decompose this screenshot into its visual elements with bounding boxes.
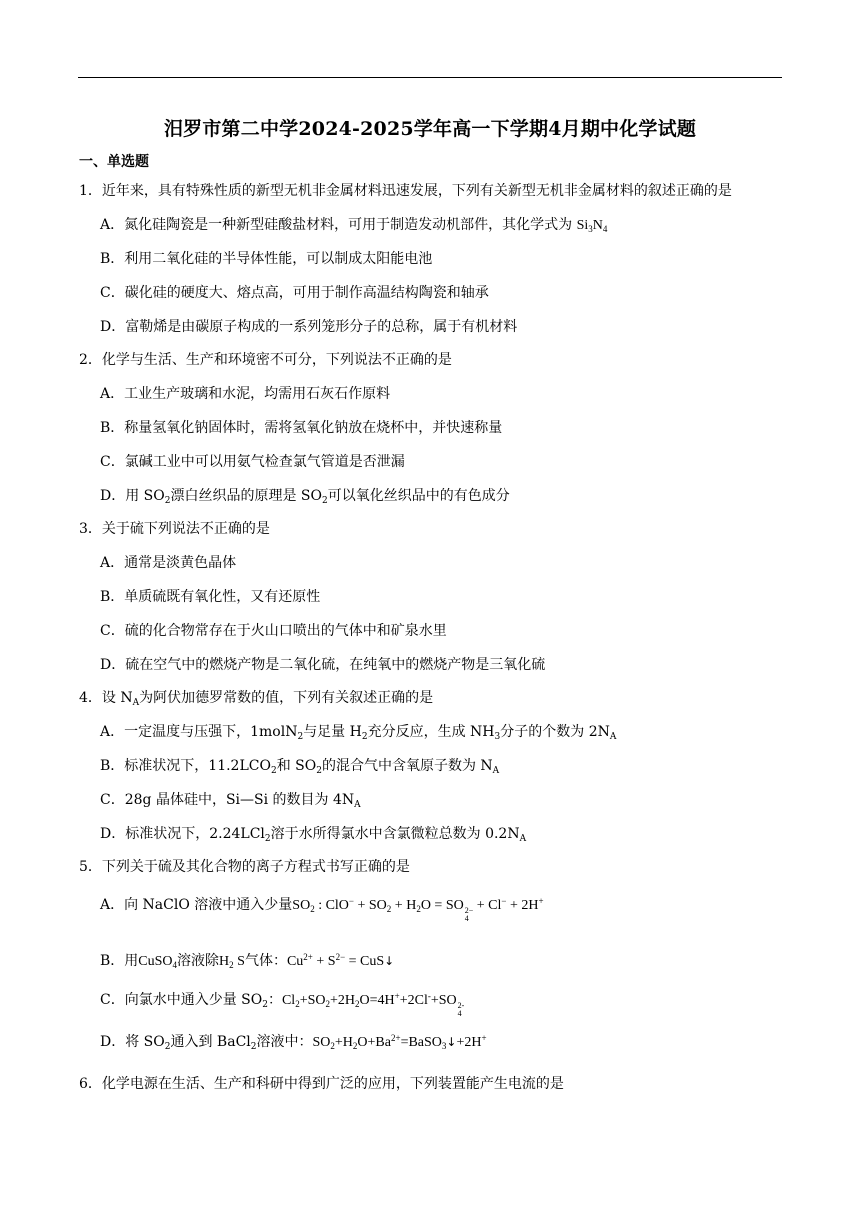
question-3-option-b[interactable]: B．单质硫既有氧化性，又有还原性 — [100, 589, 321, 605]
question-3-stem: 3．关于硫下列说法不正确的是 — [79, 521, 270, 537]
question-3-option-c[interactable]: C．硫的化合物常存在于火山口喷出的气体中和矿泉水里 — [100, 623, 447, 639]
question-5-option-b[interactable]: B．用CuSO$_4$溶液除$H_2$ S气体：$Cu^{2+} + S^{2-}$ = CuS↓ — [100, 952, 395, 970]
question-4-option-c[interactable]: C．28g 晶体硅中，Si—Si 的数目为 $4N_A$ — [100, 792, 361, 810]
question-5-option-c[interactable]: C．向氯水中通入少量 $SO_2$：$Cl_2+SO_2+2H_2O=4H^++2Cl^-+SO$ 2- 4 — [100, 991, 465, 1018]
page-title: 汨罗市第二中学2024-2025学年高一下学期4月期中化学试题 — [163, 118, 697, 140]
equation-5c: $Cl_2+SO_2+2H_2O=4H^++2Cl^-+SO$ 2- 4 — [281, 991, 465, 1018]
section-heading: 一、单选题 — [79, 154, 149, 170]
question-5-option-d[interactable]: D．将 $SO_2$通入到 BaCl$_2$溶液中：$SO_2+H_2O+Ba^{2+}=BaSO_3↓+2H^+$ — [100, 1033, 487, 1052]
question-2-option-d[interactable]: D．用 $SO_2$漂白丝织品的原理是 $SO_2$可以氧化丝织品中的有色成分 — [100, 488, 510, 506]
question-2-option-b[interactable]: B．称量氢氧化钠固体时，需将氢氧化钠放在烧杯中，并快速称量 — [100, 420, 503, 436]
question-3-option-d[interactable]: D．硫在空气中的燃烧产物是二氧化硫，在纯氧中的燃烧产物是三氧化硫 — [100, 657, 546, 673]
question-1-stem: 1．近年来，具有特殊性质的新型无机非金属材料迅速发展，下列有关新型无机非金属材料的叙述正确的是 — [79, 183, 732, 199]
question-6-stem: 6．化学电源在生活、生产和科研中得到广泛的应用，下列装置能产生电流的是 — [79, 1076, 564, 1092]
down-arrow-icon: ↓ — [446, 1035, 457, 1049]
question-3-option-a[interactable]: A．通常是淡黄色晶体 — [100, 555, 237, 571]
equation-5a: $SO_2$ : $ClO^- + SO_2 + H_2O$ = SO 2− 4 + Cl− + 2H+ — [292, 896, 544, 923]
question-4-stem: 4．设 $N_A$为阿伏加德罗常数的值，下列有关叙述正确的是 — [79, 690, 434, 708]
question-1-option-c[interactable]: C．碳化硅的硬度大、熔点高，可用于制作高温结构陶瓷和轴承 — [100, 285, 489, 301]
equation-5b: $Cu^{2+} + S^{2-}$ = CuS↓ — [286, 952, 395, 969]
equation-5d: $SO_2+H_2O+Ba^{2+}=BaSO_3↓+2H^+$ — [312, 1033, 487, 1051]
question-1-option-d[interactable]: D．富勒烯是由碳原子构成的一系列笼形分子的总称，属于有机材料 — [100, 319, 518, 335]
question-4-option-a[interactable]: A．一定温度与压强下，1molN$_2$与足量 $H_2$充分反应，生成 $NH_3$分子的个数为 $2N_A$ — [100, 724, 617, 742]
question-5-stem: 5．下列关于硫及其化合物的离子方程式书写正确的是 — [79, 859, 410, 875]
down-arrow-icon: ↓ — [384, 954, 395, 968]
question-2-option-a[interactable]: A．工业生产玻璃和水泥，均需用石灰石作原料 — [100, 386, 391, 402]
question-1-option-a[interactable]: A．氮化硅陶瓷是一种新型硅酸盐材料，可用于制造发动机部件，其化学式为 $Si_3N_4$ — [100, 217, 608, 234]
question-2-stem: 2．化学与生活、生产和环境密不可分，下列说法不正确的是 — [79, 352, 452, 368]
header-rule — [78, 77, 782, 78]
question-1-option-b[interactable]: B．利用二氧化硅的半导体性能，可以制成太阳能电池 — [100, 251, 433, 267]
question-4-option-d[interactable]: D．标准状况下，2.24LCl$_2$溶于水所得氯水中含氯微粒总数为 $0.2N_A$ — [100, 826, 527, 844]
question-2-option-c[interactable]: C．氯碱工业中可以用氨气检查氯气管道是否泄漏 — [100, 454, 405, 470]
question-4-option-b[interactable]: B．标准状况下，$11.2LCO_2$和 $SO_2$的混合气中含氧原子数为 $N_A$ — [100, 758, 500, 776]
question-5-option-a[interactable]: A．向 NaClO 溶液中通入少量$SO_2$ : $ClO^- + SO_2 + H_2O$ = SO 2− 4 + Cl− + 2H+ — [100, 896, 544, 923]
